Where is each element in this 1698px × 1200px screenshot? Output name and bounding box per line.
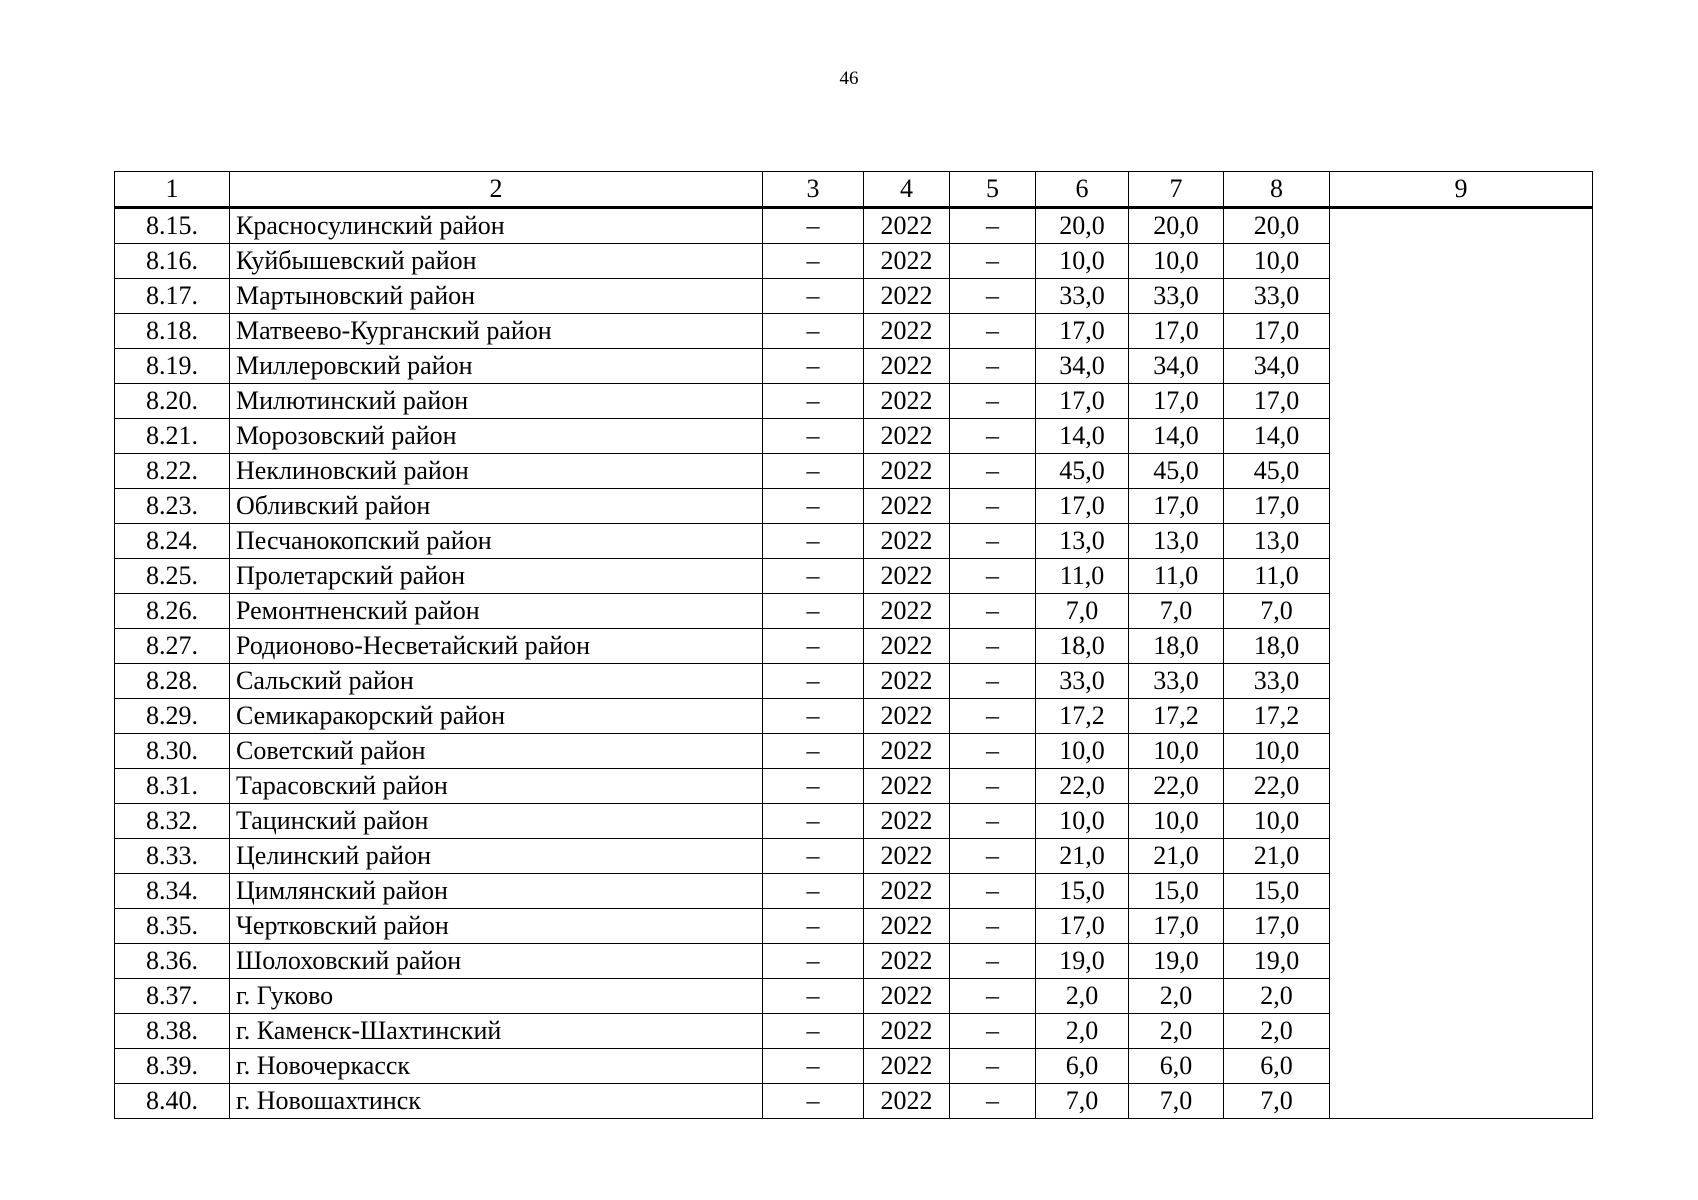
year-cell: 2022 [864, 629, 950, 664]
col5-cell: – [950, 839, 1036, 874]
header-cell: 1 [115, 172, 230, 208]
col7-value-cell: 17,0 [1129, 314, 1224, 349]
col7-value-cell: 17,0 [1129, 384, 1224, 419]
row-number-cell: 8.17. [115, 279, 230, 314]
year-cell: 2022 [864, 979, 950, 1014]
col7-value-cell: 10,0 [1129, 804, 1224, 839]
year-cell: 2022 [864, 909, 950, 944]
col5-cell: – [950, 524, 1036, 559]
header-cell: 4 [864, 172, 950, 208]
year-cell: 2022 [864, 314, 950, 349]
col3-cell: – [763, 1049, 864, 1084]
row-number-cell: 8.33. [115, 839, 230, 874]
year-cell: 2022 [864, 559, 950, 594]
col6-value-cell: 45,0 [1036, 454, 1129, 489]
region-name-cell: Пролетарский район [230, 559, 763, 594]
col3-cell: – [763, 524, 864, 559]
row-number-cell: 8.16. [115, 244, 230, 279]
col3-cell: – [763, 208, 864, 244]
col5-cell: – [950, 244, 1036, 279]
region-name-cell: Цимлянский район [230, 874, 763, 909]
col6-value-cell: 15,0 [1036, 874, 1129, 909]
year-cell: 2022 [864, 1014, 950, 1049]
col8-value-cell: 2,0 [1224, 1014, 1330, 1049]
region-name-cell: Тарасовский район [230, 769, 763, 804]
col6-value-cell: 10,0 [1036, 804, 1129, 839]
col7-value-cell: 14,0 [1129, 419, 1224, 454]
row-number-cell: 8.26. [115, 594, 230, 629]
col7-value-cell: 34,0 [1129, 349, 1224, 384]
col5-cell: – [950, 699, 1036, 734]
col5-cell: – [950, 314, 1036, 349]
col3-cell: – [763, 769, 864, 804]
col3-cell: – [763, 874, 864, 909]
col5-cell: – [950, 419, 1036, 454]
col7-value-cell: 33,0 [1129, 664, 1224, 699]
col6-value-cell: 17,0 [1036, 909, 1129, 944]
row-number-cell: 8.24. [115, 524, 230, 559]
year-cell: 2022 [864, 384, 950, 419]
year-cell: 2022 [864, 1084, 950, 1119]
col7-value-cell: 7,0 [1129, 594, 1224, 629]
col9-merged-cell [1330, 208, 1593, 1119]
year-cell: 2022 [864, 524, 950, 559]
col3-cell: – [763, 489, 864, 524]
region-name-cell: Сальский район [230, 664, 763, 699]
region-name-cell: Мартыновский район [230, 279, 763, 314]
row-number-cell: 8.36. [115, 944, 230, 979]
col8-value-cell: 11,0 [1224, 559, 1330, 594]
col8-value-cell: 2,0 [1224, 979, 1330, 1014]
col5-cell: – [950, 664, 1036, 699]
col8-value-cell: 17,0 [1224, 384, 1330, 419]
col6-value-cell: 19,0 [1036, 944, 1129, 979]
year-cell: 2022 [864, 734, 950, 769]
region-name-cell: Чертковский район [230, 909, 763, 944]
row-number-cell: 8.40. [115, 1084, 230, 1119]
col7-value-cell: 13,0 [1129, 524, 1224, 559]
col7-value-cell: 7,0 [1129, 1084, 1224, 1119]
year-cell: 2022 [864, 349, 950, 384]
col5-cell: – [950, 909, 1036, 944]
col5-cell: – [950, 279, 1036, 314]
region-name-cell: Обливский район [230, 489, 763, 524]
col6-value-cell: 13,0 [1036, 524, 1129, 559]
region-name-cell: г. Каменск-Шахтинский [230, 1014, 763, 1049]
year-cell: 2022 [864, 874, 950, 909]
year-cell: 2022 [864, 944, 950, 979]
row-number-cell: 8.28. [115, 664, 230, 699]
region-name-cell: Красносулинский район [230, 208, 763, 244]
header-cell: 9 [1330, 172, 1593, 208]
year-cell: 2022 [864, 279, 950, 314]
region-name-cell: Матвеево-Курганский район [230, 314, 763, 349]
col3-cell: – [763, 559, 864, 594]
col6-value-cell: 10,0 [1036, 244, 1129, 279]
col8-value-cell: 7,0 [1224, 594, 1330, 629]
col8-value-cell: 14,0 [1224, 419, 1330, 454]
col8-value-cell: 18,0 [1224, 629, 1330, 664]
col6-value-cell: 33,0 [1036, 664, 1129, 699]
col7-value-cell: 33,0 [1129, 279, 1224, 314]
header-cell: 3 [763, 172, 864, 208]
col5-cell: – [950, 944, 1036, 979]
row-number-cell: 8.31. [115, 769, 230, 804]
col8-value-cell: 17,0 [1224, 909, 1330, 944]
region-name-cell: Песчанокопский район [230, 524, 763, 559]
col7-value-cell: 45,0 [1129, 454, 1224, 489]
col6-value-cell: 17,0 [1036, 314, 1129, 349]
row-number-cell: 8.19. [115, 349, 230, 384]
col5-cell: – [950, 384, 1036, 419]
col5-cell: – [950, 349, 1036, 384]
col6-value-cell: 11,0 [1036, 559, 1129, 594]
col3-cell: – [763, 804, 864, 839]
col8-value-cell: 15,0 [1224, 874, 1330, 909]
col8-value-cell: 10,0 [1224, 244, 1330, 279]
col6-value-cell: 17,2 [1036, 699, 1129, 734]
region-name-cell: Тацинский район [230, 804, 763, 839]
row-number-cell: 8.32. [115, 804, 230, 839]
col7-value-cell: 2,0 [1129, 979, 1224, 1014]
col7-value-cell: 10,0 [1129, 244, 1224, 279]
header-cell: 6 [1036, 172, 1129, 208]
row-number-cell: 8.22. [115, 454, 230, 489]
col5-cell: – [950, 769, 1036, 804]
row-number-cell: 8.21. [115, 419, 230, 454]
col8-value-cell: 13,0 [1224, 524, 1330, 559]
col6-value-cell: 20,0 [1036, 208, 1129, 244]
region-name-cell: Целинский район [230, 839, 763, 874]
col8-value-cell: 45,0 [1224, 454, 1330, 489]
col7-value-cell: 10,0 [1129, 734, 1224, 769]
region-name-cell: Милютинский район [230, 384, 763, 419]
col7-value-cell: 17,0 [1129, 489, 1224, 524]
col7-value-cell: 2,0 [1129, 1014, 1224, 1049]
row-number-cell: 8.38. [115, 1014, 230, 1049]
col3-cell: – [763, 734, 864, 769]
col3-cell: – [763, 1084, 864, 1119]
col6-value-cell: 34,0 [1036, 349, 1129, 384]
col8-value-cell: 33,0 [1224, 664, 1330, 699]
col5-cell: – [950, 1084, 1036, 1119]
col3-cell: – [763, 419, 864, 454]
col6-value-cell: 2,0 [1036, 1014, 1129, 1049]
row-number-cell: 8.15. [115, 208, 230, 244]
header-cell: 7 [1129, 172, 1224, 208]
year-cell: 2022 [864, 244, 950, 279]
row-number-cell: 8.30. [115, 734, 230, 769]
col7-value-cell: 11,0 [1129, 559, 1224, 594]
year-cell: 2022 [864, 664, 950, 699]
region-name-cell: Морозовский район [230, 419, 763, 454]
col8-value-cell: 7,0 [1224, 1084, 1330, 1119]
col6-value-cell: 33,0 [1036, 279, 1129, 314]
row-number-cell: 8.39. [115, 1049, 230, 1084]
row-number-cell: 8.29. [115, 699, 230, 734]
col6-value-cell: 14,0 [1036, 419, 1129, 454]
col3-cell: – [763, 979, 864, 1014]
col3-cell: – [763, 244, 864, 279]
col5-cell: – [950, 804, 1036, 839]
page-number: 46 [839, 68, 859, 89]
year-cell: 2022 [864, 839, 950, 874]
col6-value-cell: 7,0 [1036, 594, 1129, 629]
col3-cell: – [763, 279, 864, 314]
col6-value-cell: 18,0 [1036, 629, 1129, 664]
col8-value-cell: 34,0 [1224, 349, 1330, 384]
col8-value-cell: 6,0 [1224, 1049, 1330, 1084]
col7-value-cell: 20,0 [1129, 208, 1224, 244]
col3-cell: – [763, 699, 864, 734]
col5-cell: – [950, 559, 1036, 594]
col8-value-cell: 10,0 [1224, 734, 1330, 769]
col5-cell: – [950, 1049, 1036, 1084]
col7-value-cell: 22,0 [1129, 769, 1224, 804]
region-name-cell: Куйбышевский район [230, 244, 763, 279]
year-cell: 2022 [864, 1049, 950, 1084]
col3-cell: – [763, 664, 864, 699]
year-cell: 2022 [864, 419, 950, 454]
year-cell: 2022 [864, 594, 950, 629]
col8-value-cell: 17,0 [1224, 314, 1330, 349]
table-row [115, 208, 1593, 244]
region-name-cell: Ремонтненский район [230, 594, 763, 629]
row-number-cell: 8.25. [115, 559, 230, 594]
col7-value-cell: 17,0 [1129, 909, 1224, 944]
row-number-cell: 8.37. [115, 979, 230, 1014]
data-table [114, 171, 1593, 1119]
header-cell: 2 [230, 172, 763, 208]
col8-value-cell: 10,0 [1224, 804, 1330, 839]
col5-cell: – [950, 734, 1036, 769]
year-cell: 2022 [864, 769, 950, 804]
col6-value-cell: 21,0 [1036, 839, 1129, 874]
col6-value-cell: 10,0 [1036, 734, 1129, 769]
region-name-cell: г. Гуково [230, 979, 763, 1014]
col3-cell: – [763, 944, 864, 979]
region-name-cell: Шолоховский район [230, 944, 763, 979]
year-cell: 2022 [864, 804, 950, 839]
col3-cell: – [763, 629, 864, 664]
table-header-row [115, 172, 1593, 208]
col5-cell: – [950, 629, 1036, 664]
col8-value-cell: 33,0 [1224, 279, 1330, 314]
col6-value-cell: 7,0 [1036, 1084, 1129, 1119]
region-name-cell: Миллеровский район [230, 349, 763, 384]
col3-cell: – [763, 384, 864, 419]
col7-value-cell: 6,0 [1129, 1049, 1224, 1084]
region-name-cell: Родионово-Несветайский район [230, 629, 763, 664]
col5-cell: – [950, 874, 1036, 909]
col3-cell: – [763, 909, 864, 944]
year-cell: 2022 [864, 699, 950, 734]
col8-value-cell: 17,2 [1224, 699, 1330, 734]
col3-cell: – [763, 314, 864, 349]
col3-cell: – [763, 454, 864, 489]
row-number-cell: 8.23. [115, 489, 230, 524]
col8-value-cell: 20,0 [1224, 208, 1330, 244]
col5-cell: – [950, 1014, 1036, 1049]
col7-value-cell: 21,0 [1129, 839, 1224, 874]
col7-value-cell: 18,0 [1129, 629, 1224, 664]
col8-value-cell: 19,0 [1224, 944, 1330, 979]
row-number-cell: 8.27. [115, 629, 230, 664]
region-name-cell: Советский район [230, 734, 763, 769]
col6-value-cell: 17,0 [1036, 489, 1129, 524]
region-name-cell: Семикаракорский район [230, 699, 763, 734]
region-name-cell: г. Новошахтинск [230, 1084, 763, 1119]
col7-value-cell: 17,2 [1129, 699, 1224, 734]
row-number-cell: 8.18. [115, 314, 230, 349]
col8-value-cell: 17,0 [1224, 489, 1330, 524]
col3-cell: – [763, 839, 864, 874]
col6-value-cell: 17,0 [1036, 384, 1129, 419]
col5-cell: – [950, 454, 1036, 489]
col5-cell: – [950, 979, 1036, 1014]
region-name-cell: г. Новочеркасск [230, 1049, 763, 1084]
region-name-cell: Неклиновский район [230, 454, 763, 489]
col6-value-cell: 2,0 [1036, 979, 1129, 1014]
col6-value-cell: 22,0 [1036, 769, 1129, 804]
header-cell: 5 [950, 172, 1036, 208]
col3-cell: – [763, 349, 864, 384]
col8-value-cell: 21,0 [1224, 839, 1330, 874]
year-cell: 2022 [864, 208, 950, 244]
col3-cell: – [763, 594, 864, 629]
col8-value-cell: 22,0 [1224, 769, 1330, 804]
year-cell: 2022 [864, 454, 950, 489]
year-cell: 2022 [864, 489, 950, 524]
header-cell: 8 [1224, 172, 1330, 208]
col5-cell: – [950, 208, 1036, 244]
row-number-cell: 8.20. [115, 384, 230, 419]
col6-value-cell: 6,0 [1036, 1049, 1129, 1084]
col5-cell: – [950, 594, 1036, 629]
row-number-cell: 8.35. [115, 909, 230, 944]
row-number-cell: 8.34. [115, 874, 230, 909]
col5-cell: – [950, 489, 1036, 524]
col7-value-cell: 15,0 [1129, 874, 1224, 909]
col3-cell: – [763, 1014, 864, 1049]
col7-value-cell: 19,0 [1129, 944, 1224, 979]
